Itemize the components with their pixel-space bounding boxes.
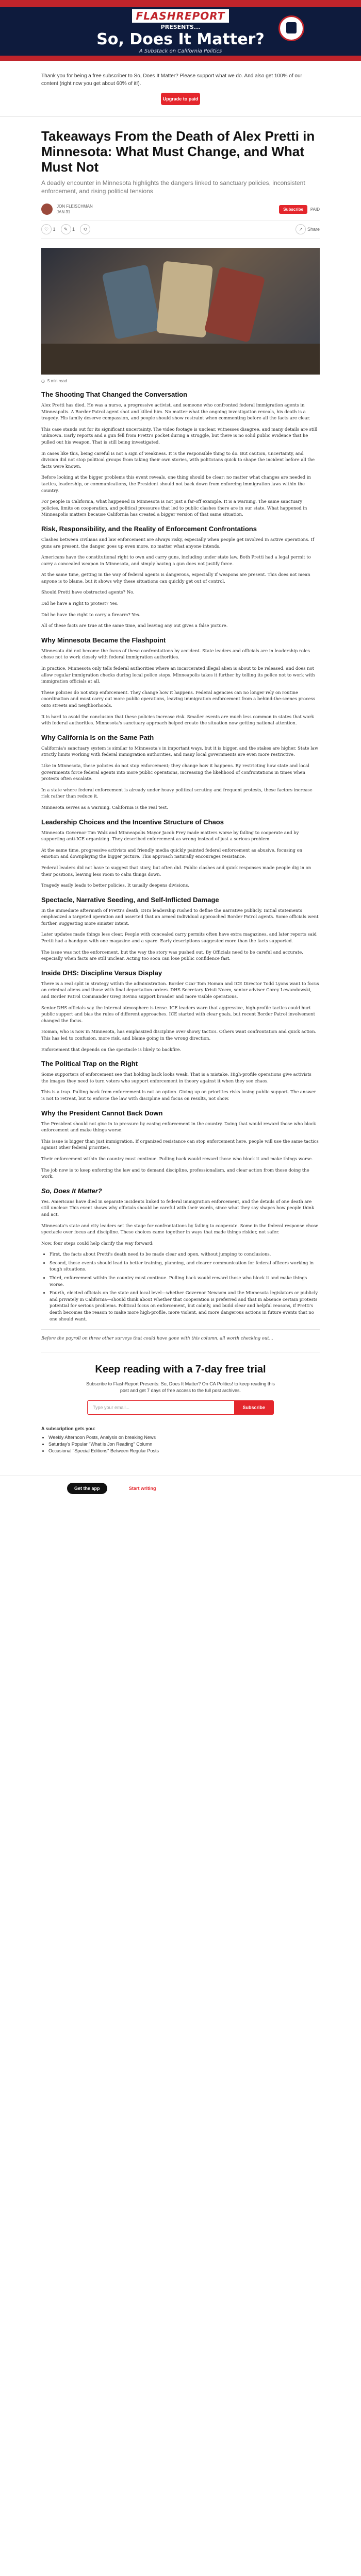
list-item: • Second, those events should lead to better training, planning, and clearer communication for federal officers working in tough situations. (50, 1260, 320, 1273)
paragraph: The President should not give in to pressure by easing enforcement in the country. Doing that would reward those who block enforcement and make things worse. (41, 1121, 316, 1133)
paragraph: Later updates made things less clear. People with concealed carry permits often have extra magazines, and later reports said Pretti had a handgun with one magazine and a spare. Early descriptions suggested more than the facts supported. (41, 931, 317, 944)
paragraph: Enforcement that depends on the spectacle is likely to backfire. (41, 1046, 182, 1052)
paragraph: Tragedy easily leads to better policies. It usually deepens divisions. (41, 883, 189, 888)
paragraph: At the same time, progressive activists and friendly media quickly painted federal enforcement as abusive, focusing on emotion and downplaying the bigger picture. This approach naturally encourages resistance. (41, 847, 303, 859)
section-heading: Risk, Responsibility, and the Reality of Enforcement Confrontations (41, 524, 257, 533)
restack-button[interactable] (80, 224, 90, 234)
paragraph: For people in California, what happened in Minnesota is not just a far-off example. It is a warning. The same sanctuary policies, limits on cooperation, and political pressures that led to public clashes there are in our state. What happened in Minneapolis matters because California has created a bigger version of that same situation. (41, 499, 307, 517)
paragraph: Should Pretti have obstructed agents? No. (41, 589, 135, 595)
restack-icon: ⟲ (80, 224, 90, 234)
section-heading: The Shooting That Changed the Conversation (41, 391, 188, 398)
benefit-item: • Weekly Afternoon Posts, Analysis on breaking News (48, 1434, 320, 1441)
paywall-text: Subscribe to FlashReport Presents: So, Does It Matter? On CA Politics! to keep reading this post and get 7 days of free access to the full post archives. (86, 1381, 275, 1393)
footer-bar (0, 1475, 361, 1502)
clock-icon: ◷ (41, 379, 45, 383)
paragraph: The job now is to keep enforcing the law and to demand discipline, professionalism, and clear action from those doing the work. (41, 1167, 309, 1179)
paid-badge: PAID (310, 207, 320, 212)
section-heading: Inside DHS: Discipline Versus Display (41, 969, 162, 977)
share-icon: ↗ (296, 224, 306, 234)
upgrade-button[interactable]: Upgrade to paid (161, 93, 200, 105)
get-app-button[interactable]: Get the app (67, 1483, 107, 1494)
paragraph: California's sanctuary system is similar to Minnesota's in important ways, but it is bigger, and the stakes are higher. State law strictly limits working with federal immigration authorities, and many local governments are even more restrictive. (41, 745, 319, 757)
list-item: • Fourth, elected officials on the state and local level—whether Governor Newsom and the Minnesota legislators or publicly and privately in California—should think about whether that cooperation is preferred and that in absence certain protests potential for serious problems. Political focus on enforcement, but calmly, and build clear and helpful reasons, if Pretti's death becomes the reason to make more high-profile, more violent, and more dangerous actions in future events that no one should want. (50, 1290, 320, 1322)
author-name[interactable]: JON FLEISCHMAN (57, 204, 93, 209)
paywall-subscribe-button[interactable]: Subscribe (234, 1401, 273, 1414)
benefit-item: • Saturday's Popular "What is Jon Reading" Column (48, 1441, 320, 1448)
paragraph: The issue was not the enforcement, but the way the story was pushed out. By Officials need to be careful and accurate, especially when facts are still unclear. Acting too soon can lose public confidence fast. (41, 949, 303, 961)
paragraph: Did he have a right to protest? Yes. (41, 601, 119, 606)
section-heading: So, Does It Matter? (41, 1187, 102, 1195)
hero-image[interactable] (41, 248, 320, 375)
subscriber-intro: Thank you for being a free subscriber to So, Does It Matter? Please support what we do. And also get 100% of our content (right now you get about 60% of it!). (41, 73, 302, 87)
paragraph: Minnesota's state and city leaders set the stage for confrontations by failing to cooperate. Some in the federal response chose spectacle over focus and discipline. These choices came together in ways that made things riskier, not safer. (41, 1223, 319, 1235)
paragraph: Federal leaders did not have to suggest that story, but often did. Public clashes and quick responses made people dig in on their positions, leaving less room to calm things down. (41, 865, 311, 877)
paragraph: Some supporters of enforcement see that holding back looks weak. That is a mistake. High-profile operations give activists the images they need to turn voters who support enforcement in theory against it when they see chaos. (41, 1072, 311, 1083)
paragraph: Alex Pretti has died. He was a nurse, a progressive activist, and someone who confronted federal immigration agents in Minneapolis. A Border Patrol agent shot and killed him. No matter what the ongoing investigation reveals, his death is a tragedy. His family deserve compassion, and people should show restraint when commenting before all the facts are clear. (41, 402, 310, 421)
paragraph: These policies do not stop enforcement. They change how it happens. Federal agencies can no longer rely on routine coordination and must carry out more public operations, leaving immigration enforcement from a behind-the-scenes process onto streets and neighborhoods. (41, 689, 316, 708)
benefits-heading: A subscription gets you: (41, 1426, 96, 1431)
comment-icon: ✎ (61, 224, 71, 234)
paragraph: Senior DHS officials say the internal atmosphere is tense. ICE leaders warn that aggressive, high-profile tactics could hurt public support and bias the rules of different approaches. ICE started with clear goals, but recent Border Patrol involvement changed the focus. (41, 1005, 315, 1023)
paragraph: There is a real split in strategy within the administration. Border Czar Tom Homan and ICE Director Todd Lyons want to focus on criminal aliens and those with final deportation orders. DHS Secretary Kristi Noem, senior adviser Corey Lewandowski, and Border Patrol Commander Greg Bovino support broader and more visible operations. (41, 980, 319, 999)
takeaway-list (41, 1251, 320, 1322)
share-button[interactable]: ↗ Share (296, 224, 320, 234)
section-heading: Why Minnesota Became the Flashpoint (41, 636, 166, 644)
paragraph: Like in Minnesota, these policies do not stop enforcement; they change how it happens. By restricting how state and local governments force federal agents into more public operations, increasing the likelihood of confrontations in times when protests often escalate. (41, 762, 309, 782)
paywall-title: Keep reading with a 7-day free trial (95, 1363, 266, 1375)
article-body (41, 391, 320, 1246)
section-heading: Leadership Choices and the Incentive Structure of Chaos (41, 818, 224, 826)
publication-tagline: A Substack on California Politics (139, 48, 222, 54)
paragraph: At the same time, getting in the way of federal agents is dangerous, especially if weapons are present. This does not mean anyone is to blame, but it shows why these situations can quickly get out of control. (41, 572, 310, 584)
subscribe-button[interactable]: Subscribe (279, 205, 307, 214)
paragraph: Now, four steps could help clarify the way forward: (41, 1240, 154, 1246)
post-date: JAN 31 (57, 210, 71, 214)
paragraph: Homan, who is now in Minnesota, has emphasized discipline over showy tactics. Others want confrontation and quick action. This has led to confusion, more risk, and blame going in the wrong direction. (41, 1029, 317, 1041)
section-heading: Why the President Cannot Back Down (41, 1109, 163, 1117)
paragraph: In cases like this, being careful is not a sign of weakness. It is the responsible thing to do. But caution, uncertainty, and division did not stop political groups from taking their own stories, with politicians quick to shape the incident before all the facts were known. (41, 450, 315, 469)
list-item: • Third, enforcement within the country must continue. Pulling back would reward those who block it and make things worse. (50, 1275, 320, 1287)
closing-note: Before the payroll on three other surveys that could have gone with this column, all worth checking out... (41, 1329, 320, 1342)
start-writing-button[interactable]: Start writing (129, 1485, 156, 1491)
author-avatar[interactable] (41, 204, 53, 215)
list-item: • First, the facts about Pretti's death need to be made clear and open, without jumping to conclusions. (50, 1251, 320, 1258)
paragraph: In a state where federal enforcement is already under heavy political scrutiny and frequent protests, these factors increase risk rather than reduce it. (41, 787, 313, 799)
paragraph: It is hard to avoid the conclusion that these policies increase risk. Smaller events are much less common in states that work with federal authorities. Minnesota's sanctuary approach helped create the situation now getting national attention. (41, 714, 314, 726)
post-actions (41, 220, 320, 239)
paragraph: Minnesota Governor Tim Walz and Minneapolis Mayor Jacob Frey made matters worse by failing to cooperate and by supporting anti-ICE organizing. They described enforcement as wrong instead of just a serious problem. (41, 829, 299, 842)
comment-button[interactable]: ✎ 1 (61, 224, 75, 234)
paragraph: Their enforcement within the country must continue. Pulling back would reward those who block it and make things worse. (41, 1156, 313, 1161)
paragraph: All of these facts are true at the same time, and leaving any out gives a false picture. (41, 623, 228, 629)
paragraph: Did he have the right to carry a firearm? Yes. (41, 612, 141, 617)
paragraph: This case stands out for its significant uncertainty. The video footage is unclear, witnesses disagree, and many details are still unknown. Early reports and a gun fell from Pretti's pocket during a struggle, but there is no solid public evidence that he pulled out his weapon. That is still being investigated. (41, 426, 318, 445)
paragraph: In the immediate aftermath of Pretti's death, DHS leadership rushed to define the narrative publicly. Initial statements emphasized a targeted operation and asserted that an armed individual approached Border Patrol agents. Some officials went further, suggesting more sinister intent. (41, 907, 319, 926)
paragraph: Yes. Americans have died in separate incidents linked to federal immigration enforcement, and the details of one death are still unclear. This event shows why officials should be careful with their words, since what they say shapes how people think and act. (41, 1198, 315, 1217)
section-heading: Why California Is on the Same Path (41, 733, 154, 741)
paragraph: Minnesota did not become the focus of these confrontations by accident. State leaders and officials are in leadership roles chose not to work closely with federal immigration authorities. (41, 648, 310, 660)
like-button[interactable]: ♡ 1 (41, 224, 56, 234)
state-seal-icon (278, 15, 304, 41)
subscription-benefits (41, 1426, 320, 1454)
paragraph: Americans have the constitutional right to own and carry guns, including under state law. Both Pretti had a legal permit to carry a concealed weapon in Minnesota, and simply having a gun does not justify force. (41, 554, 311, 566)
email-form (87, 1400, 274, 1415)
benefit-item: • Occasional "Special Editions" Between Regular Posts (48, 1448, 320, 1454)
paragraph: In practice, Minnesota only tells federal authorities where an incarcerated illegal alien is about to be released, and does not allow regular immigration checks during local police stops. Minneapolis takes it further by telling its police not to work with immigration officials at all. (41, 666, 315, 684)
brand-logo: FLASHREPORT (132, 9, 229, 23)
paragraph: This is a trap. Pulling back from enforcement is not an option. Giving up on priorities risks losing public support. The answer is not to retreat, but to enforce the law with discipline and focus on results, not show. (41, 1089, 316, 1101)
section-heading: Spectacle, Narrative Seeding, and Self-Inflicted Damage (41, 895, 219, 904)
paragraph: This issue is bigger than just immigration. If organized resistance can stop enforcement here, people will use the same tactics against other federal priorities. (41, 1138, 319, 1150)
brand-presents: PRESENTS... (160, 24, 201, 30)
paragraph: Clashes between civilians and law enforcement are always risky, especially when people get involved in active operations. If guns are present, the danger goes up even more, no matter what anyone intends. (41, 536, 315, 549)
section-heading: The Political Trap on the Right (41, 1060, 138, 1068)
read-time: ◷ 5 min read (41, 379, 67, 383)
heart-icon: ♡ (41, 224, 52, 234)
banner-stripe-top (0, 0, 361, 7)
publication-name: So, Does It Matter? (96, 30, 265, 48)
article-subtitle: A deadly encounter in Minnesota highlights the dangers linked to sanctuary policies, inconsistent enforcement, and rising political tensions (41, 179, 305, 195)
publication-banner[interactable] (0, 0, 361, 61)
banner-stripe-bottom (0, 56, 361, 61)
article-title: Takeaways From the Death of Alex Pretti in Minnesota: What Must Change, and What Must Not (41, 128, 315, 175)
email-input[interactable]: Type your email... (93, 1404, 130, 1410)
paywall-cta (41, 1352, 320, 1415)
byline (41, 204, 320, 215)
paragraph: Before looking at the bigger problems this event reveals, one thing should be clear: no matter what changes are needed in tactics, leadership, or communications, the President should not back down from enforcing immigration laws within the country. (41, 474, 311, 493)
paragraph: Minnesota serves as a warning. California is the real test. (41, 804, 168, 810)
